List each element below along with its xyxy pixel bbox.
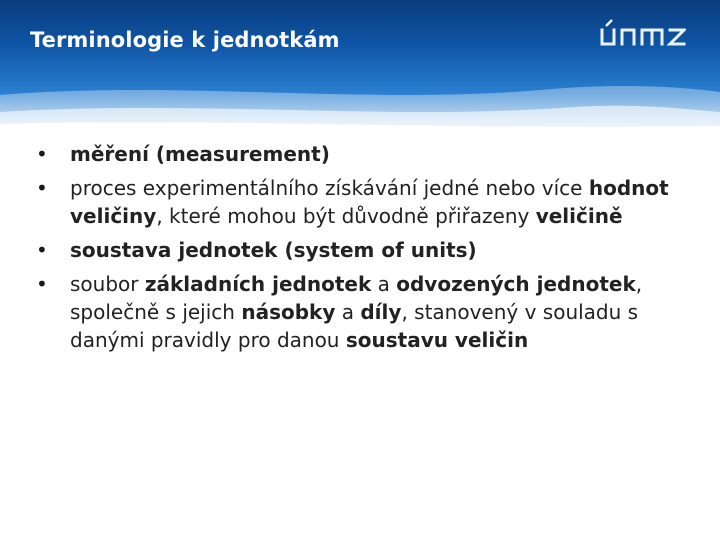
bold-term: díly	[360, 300, 402, 324]
term-heading: soustava jednotek (system of units)	[70, 238, 477, 262]
text-segment: , společně s jejich	[70, 272, 643, 324]
text-segment: a	[371, 272, 397, 296]
bullet-icon: •	[36, 176, 48, 200]
bold-term: soustavu veličin	[345, 328, 529, 352]
header-banner	[0, 0, 720, 133]
text-segment: proces experimentálního získávání jedné nebo více	[70, 176, 589, 200]
list-item	[36, 236, 696, 264]
text-segment: , které mohou být důvodně přiřazeny	[156, 204, 536, 228]
list-item	[36, 140, 696, 168]
text-segment: , stanovený v souladu s danými pravidly pro danou	[70, 300, 639, 352]
bullet-icon: •	[36, 142, 48, 166]
text-segment: soubor	[70, 272, 145, 296]
text-segment: a	[335, 300, 361, 324]
bullet-icon: •	[36, 272, 48, 296]
list-item	[36, 270, 696, 354]
bold-term: hodnot veličiny	[70, 176, 669, 228]
bold-term: násobky	[241, 300, 336, 324]
page-title: Terminologie k jednotkám	[30, 28, 340, 52]
bullet-list	[36, 140, 696, 360]
bullet-icon: •	[36, 238, 48, 262]
bold-term: základních jednotek	[144, 272, 372, 296]
bold-term: odvozených jednotek	[396, 272, 636, 296]
list-item	[36, 174, 696, 230]
term-heading: měření (measurement)	[70, 142, 330, 166]
bold-term: veličině	[535, 204, 623, 228]
unmz-logo	[596, 18, 686, 52]
